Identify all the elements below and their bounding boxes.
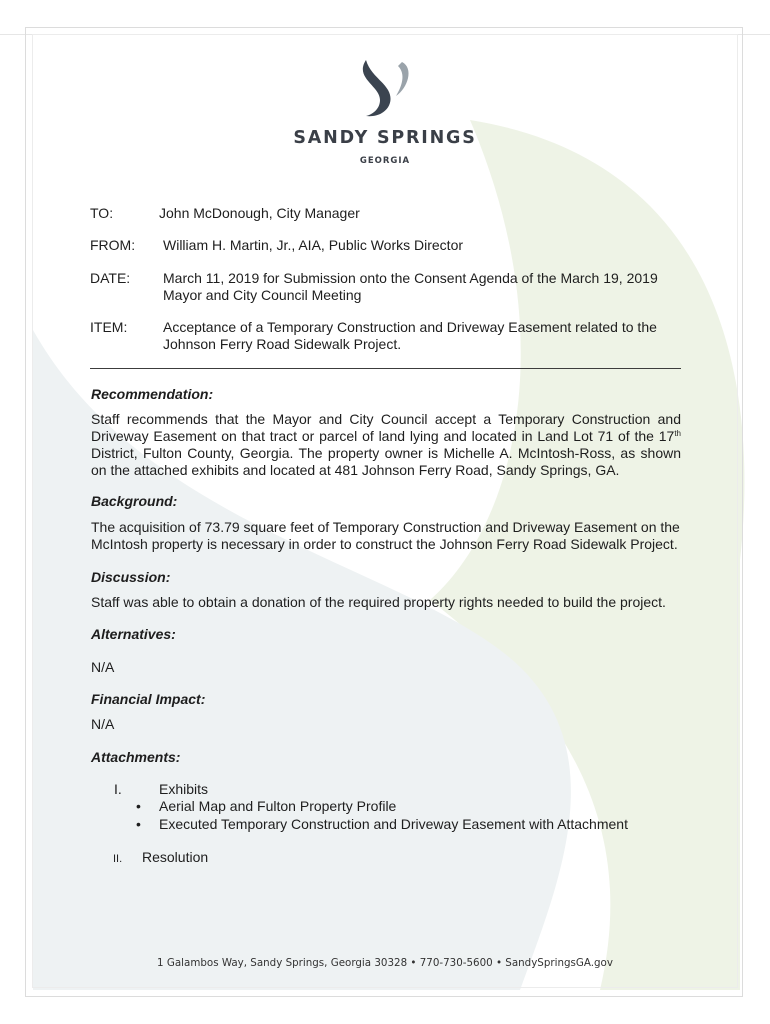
discussion-heading: Discussion: <box>91 569 171 585</box>
financial-impact-text: N/A <box>91 716 115 732</box>
bullet-dot-icon: • <box>136 798 141 814</box>
alternatives-heading: Alternatives: <box>91 626 176 642</box>
alternatives-text: N/A <box>91 659 115 675</box>
attachments-heading: Attachments: <box>91 749 181 765</box>
sandy-springs-logo-icon <box>358 56 418 118</box>
attachment-item1-label: Exhibits <box>159 781 209 797</box>
date-value-line2: Mayor and City Council Meeting <box>163 287 362 303</box>
recommendation-text-part1: Staff recommends that the Mayor and City Council accept a Temporary Construction and Driveway Easement on that tract or parcel of land lying and located in Land Lot 71 of the 17 <box>91 411 681 444</box>
recommendation-heading: Recommendation: <box>91 386 214 402</box>
footer-contact-line: 1 Galambos Way, Sandy Springs, Georgia 30328 • 770-730-5600 • SandySpringsGA.gov <box>157 957 613 969</box>
item-label: ITEM: <box>90 319 128 335</box>
attachment-bullet-2: Executed Temporary Construction and Driveway Easement with Attachment <box>159 816 628 832</box>
page-inner-border <box>32 34 738 988</box>
logo-dark-leaf <box>363 60 391 116</box>
from-label: FROM: <box>90 237 136 253</box>
organization-name: SANDY SPRINGS <box>293 128 477 148</box>
attachment-item2-numeral: II. <box>113 853 123 865</box>
item-value-line1: Acceptance of a Temporary Construction and Driveway Easement related to the <box>163 319 657 335</box>
date-value-line1: March 11, 2019 for Submission onto the Consent Agenda of the March 19, 2019 <box>163 270 658 286</box>
to-label: TO: <box>90 205 114 221</box>
from-value: William H. Martin, Jr., AIA, Public Works Director <box>163 237 464 253</box>
logo-light-leaf <box>396 62 409 96</box>
bullet-dot-icon: • <box>136 816 141 832</box>
date-label: DATE: <box>90 270 131 286</box>
header-divider-rule <box>90 368 681 369</box>
background-heading: Background: <box>91 493 178 509</box>
recommendation-superscript: th <box>674 429 681 438</box>
attachment-bullet-1: Aerial Map and Fulton Property Profile <box>159 798 397 814</box>
discussion-paragraph: Staff was able to obtain a donation of the required property rights needed to build the project. <box>91 594 666 610</box>
item-value-line2: Johnson Ferry Road Sidewalk Project. <box>163 336 402 352</box>
attachment-item2-label: Resolution <box>142 849 209 865</box>
attachment-item1-numeral: I. <box>114 781 122 797</box>
background-paragraph: The acquisition of 73.79 square feet of Temporary Construction and Driveway Easement on the McIntosh property is necessary in order to construct the Johnson Ferry Road Sidewalk Project. <box>91 519 680 552</box>
organization-state: GEORGIA <box>359 156 411 166</box>
to-value: John McDonough, City Manager <box>159 205 360 221</box>
financial-impact-heading: Financial Impact: <box>91 691 206 707</box>
recommendation-paragraph <box>91 411 681 479</box>
recommendation-text-part2: District, Fulton County, Georgia. The property owner is Michelle A. McIntosh-Ross, as shown on the attached exhibits and located at 481 Johnson Ferry Road, Sandy Springs, GA. <box>91 445 681 478</box>
